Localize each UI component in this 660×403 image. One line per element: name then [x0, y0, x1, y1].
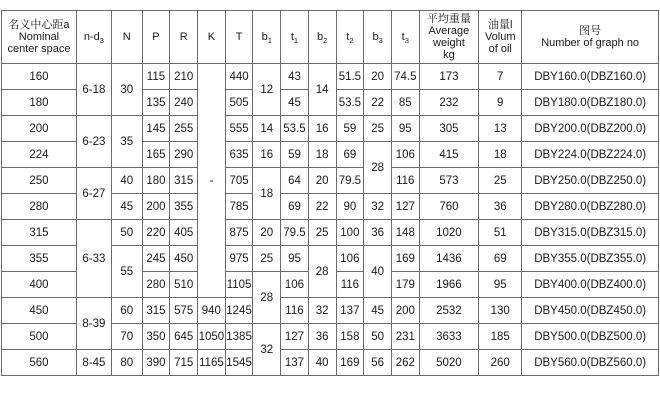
- cell-weight: 5020: [419, 350, 479, 376]
- cell-b3: 40: [364, 246, 392, 298]
- header-N: N: [111, 11, 142, 64]
- cell-T: 1105: [225, 272, 253, 298]
- cell-t1: 137: [281, 350, 309, 376]
- cell-t2: 51.5: [336, 64, 364, 90]
- cell-T: 1385: [225, 324, 253, 350]
- table-row: [2, 220, 659, 246]
- cell-n-d3: 6-33: [76, 220, 111, 298]
- cell-t1: 69: [281, 194, 309, 220]
- cell-b1: 16: [253, 142, 281, 168]
- cell-T: 785: [225, 194, 253, 220]
- cell-t1: 43: [281, 64, 309, 90]
- cell-t2: 79.5: [336, 168, 364, 194]
- cell-T: 440: [225, 64, 253, 90]
- cell-b3: 20: [364, 64, 392, 90]
- cell-t3: 262: [391, 350, 419, 376]
- cell-oil: 185: [479, 324, 522, 350]
- cell-t1: 95: [281, 246, 309, 272]
- cell-b2: 28: [308, 246, 336, 298]
- specification-table: [1, 10, 659, 376]
- cell-T: 705: [225, 168, 253, 194]
- cell-oil: 36: [479, 194, 522, 220]
- cell-R: 255: [170, 116, 198, 142]
- header-n-d3: $n-d_3$: [76, 11, 111, 64]
- cell-weight: 573: [419, 168, 479, 194]
- cell-t1: 45: [281, 90, 309, 116]
- cell-n-d3: 8-39: [76, 298, 111, 350]
- cell-R: 240: [170, 90, 198, 116]
- cell-b2: 22: [308, 194, 336, 220]
- cell-b3: 25: [364, 116, 392, 142]
- cell-oil: 260: [479, 350, 522, 376]
- cell-b2: 16: [308, 116, 336, 142]
- cell-graph-number: DBY560.0(DBZ560.0): [522, 350, 659, 376]
- cell-N: 55: [111, 246, 142, 298]
- cell-oil: 7: [479, 64, 522, 90]
- cell-t3: 95: [391, 116, 419, 142]
- cell-P: 220: [142, 220, 170, 246]
- cell-T: 875: [225, 220, 253, 246]
- cell-t2: 59: [336, 116, 364, 142]
- header-b1: $b_1$: [253, 11, 281, 64]
- cell-t2: 158: [336, 324, 364, 350]
- cell-t2: 90: [336, 194, 364, 220]
- cell-N: 40: [111, 168, 142, 194]
- cell-b2: 20: [308, 168, 336, 194]
- cell-K: 1165: [198, 350, 226, 376]
- cell-t1: 79.5: [281, 220, 309, 246]
- cell-weight: 2532: [419, 298, 479, 324]
- cell-b1: 28: [253, 272, 281, 324]
- cell-center-space: 224: [2, 142, 77, 168]
- cell-center-space: 500: [2, 324, 77, 350]
- cell-b2: 25: [308, 220, 336, 246]
- cell-P: 180: [142, 168, 170, 194]
- cell-oil: 18: [479, 142, 522, 168]
- cell-oil: 51: [479, 220, 522, 246]
- cell-T: 505: [225, 90, 253, 116]
- cell-N: 45: [111, 194, 142, 220]
- cell-P: 135: [142, 90, 170, 116]
- cell-graph-number: DBY315.0(DBZ315.0): [522, 220, 659, 246]
- header-b2: $b_2$: [308, 11, 336, 64]
- cell-N: 60: [111, 298, 142, 324]
- cell-b3: 22: [364, 90, 392, 116]
- cell-b2: 40: [308, 350, 336, 376]
- cell-center-space: 250: [2, 168, 77, 194]
- cell-center-space: 280: [2, 194, 77, 220]
- cell-b2: 14: [308, 64, 336, 116]
- cell-b1: 25: [253, 246, 281, 272]
- cell-t1: 59: [281, 142, 309, 168]
- cell-b1: 32: [253, 324, 281, 376]
- cell-b2: 18: [308, 142, 336, 168]
- cell-P: 115: [142, 64, 170, 90]
- cell-R: 290: [170, 142, 198, 168]
- cell-b1: 20: [253, 220, 281, 246]
- cell-center-space: 560: [2, 350, 77, 376]
- cell-t2: 100: [336, 220, 364, 246]
- cell-t3: 127: [391, 194, 419, 220]
- cell-N: 50: [111, 220, 142, 246]
- cell-b3: 28: [364, 142, 392, 194]
- cell-T: 555: [225, 116, 253, 142]
- cell-t1: 116: [281, 298, 309, 324]
- cell-K: 1050: [198, 324, 226, 350]
- cell-graph-number: DBY224.0(DBZ224.0): [522, 142, 659, 168]
- cell-graph-number: DBY280.0(DBZ280.0): [522, 194, 659, 220]
- cell-P: 200: [142, 194, 170, 220]
- cell-t2: 69: [336, 142, 364, 168]
- table-row: [2, 64, 659, 90]
- cell-b3: 50: [364, 324, 392, 350]
- cell-t1: 106: [281, 272, 309, 298]
- cell-b1: 12: [253, 64, 281, 116]
- header-oil-volume: 油量l Volum of oil: [479, 11, 522, 64]
- cell-weight: 1020: [419, 220, 479, 246]
- cell-center-space: 200: [2, 116, 77, 142]
- cell-T: 1545: [225, 350, 253, 376]
- cell-R: 450: [170, 246, 198, 272]
- cell-P: 165: [142, 142, 170, 168]
- cell-P: 145: [142, 116, 170, 142]
- cell-center-space: 180: [2, 90, 77, 116]
- cell-t3: 231: [391, 324, 419, 350]
- header-average-weight: 平均重量 Average weight kg: [419, 11, 479, 64]
- cell-K: 940: [198, 298, 226, 324]
- table-row: [2, 350, 659, 376]
- header-t1: $t_1$: [281, 11, 309, 64]
- cell-R: 315: [170, 168, 198, 194]
- cell-oil: 25: [479, 168, 522, 194]
- cell-b3: 32: [364, 194, 392, 220]
- cell-b3: 45: [364, 298, 392, 324]
- cell-n-d3: 6-27: [76, 168, 111, 220]
- cell-t2: 169: [336, 350, 364, 376]
- header-R: R: [170, 11, 198, 64]
- cell-t3: 74.5: [391, 64, 419, 90]
- cell-weight: 1966: [419, 272, 479, 298]
- cell-t2: 53.5: [336, 90, 364, 116]
- cell-t3: 169: [391, 246, 419, 272]
- cell-oil: 95: [479, 272, 522, 298]
- cell-R: 210: [170, 64, 198, 90]
- cell-center-space: 450: [2, 298, 77, 324]
- cell-b2: 36: [308, 324, 336, 350]
- cell-weight: 760: [419, 194, 479, 220]
- cell-n-d3: 8-45: [76, 350, 111, 376]
- table-row: [2, 298, 659, 324]
- cell-oil: 130: [479, 298, 522, 324]
- cell-weight: 3633: [419, 324, 479, 350]
- cell-P: 245: [142, 246, 170, 272]
- cell-graph-number: DBY250.0(DBZ250.0): [522, 168, 659, 194]
- cell-R: 645: [170, 324, 198, 350]
- cell-graph-number: DBY200.0(DBZ200.0): [522, 116, 659, 142]
- cell-t3: 148: [391, 220, 419, 246]
- cell-T: 635: [225, 142, 253, 168]
- cell-N: 30: [111, 64, 142, 116]
- cell-K: -: [198, 64, 226, 298]
- cell-P: 350: [142, 324, 170, 350]
- header-t3: $t_3$: [391, 11, 419, 64]
- cell-graph-number: DBY450.0(DBZ450.0): [522, 298, 659, 324]
- header-graph-number: 图号 Number of graph no: [522, 11, 659, 64]
- cell-center-space: 160: [2, 64, 77, 90]
- cell-oil: 9: [479, 90, 522, 116]
- cell-t1: 64: [281, 168, 309, 194]
- cell-graph-number: DBY400.0(DBZ400.0): [522, 272, 659, 298]
- cell-R: 715: [170, 350, 198, 376]
- cell-R: 575: [170, 298, 198, 324]
- cell-t3: 179: [391, 272, 419, 298]
- cell-weight: 173: [419, 64, 479, 90]
- cell-t1: 53.5: [281, 116, 309, 142]
- header-center-space: 名义中心距a Nominal center space: [2, 11, 77, 64]
- header-P: P: [142, 11, 170, 64]
- cell-R: 405: [170, 220, 198, 246]
- header-row: [2, 11, 659, 64]
- header-t2: $t_2$: [336, 11, 364, 64]
- cell-weight: 415: [419, 142, 479, 168]
- cell-t3: 85: [391, 90, 419, 116]
- cell-weight: 305: [419, 116, 479, 142]
- cell-N: 80: [111, 350, 142, 376]
- cell-t3: 106: [391, 142, 419, 168]
- cell-t2: 116: [336, 272, 364, 298]
- table-row: [2, 168, 659, 194]
- cell-t3: 200: [391, 298, 419, 324]
- cell-n-d3: 6-23: [76, 116, 111, 168]
- cell-center-space: 315: [2, 220, 77, 246]
- cell-t3: 116: [391, 168, 419, 194]
- cell-P: 315: [142, 298, 170, 324]
- cell-R: 510: [170, 272, 198, 298]
- header-K: K: [198, 11, 226, 64]
- header-T: T: [225, 11, 253, 64]
- cell-center-space: 355: [2, 246, 77, 272]
- cell-t1: 127: [281, 324, 309, 350]
- cell-oil: 69: [479, 246, 522, 272]
- cell-center-space: 400: [2, 272, 77, 298]
- cell-T: 975: [225, 246, 253, 272]
- cell-b3: 56: [364, 350, 392, 376]
- cell-b1: 14: [253, 116, 281, 142]
- cell-b3: 36: [364, 220, 392, 246]
- cell-graph-number: DBY500.0(DBZ500.0): [522, 324, 659, 350]
- cell-graph-number: DBY160.0(DBZ160.0): [522, 64, 659, 90]
- cell-P: 390: [142, 350, 170, 376]
- cell-b1: 18: [253, 168, 281, 220]
- table-row: [2, 116, 659, 142]
- cell-n-d3: 6-18: [76, 64, 111, 116]
- cell-weight: 232: [419, 90, 479, 116]
- cell-weight: 1436: [419, 246, 479, 272]
- cell-b2: 32: [308, 298, 336, 324]
- cell-N: 35: [111, 116, 142, 168]
- cell-T: 1245: [225, 298, 253, 324]
- cell-t2: 106: [336, 246, 364, 272]
- cell-oil: 13: [479, 116, 522, 142]
- cell-t2: 137: [336, 298, 364, 324]
- cell-P: 280: [142, 272, 170, 298]
- cell-N: 70: [111, 324, 142, 350]
- cell-graph-number: DBY180.0(DBZ180.0): [522, 90, 659, 116]
- cell-graph-number: DBY355.0(DBZ355.0): [522, 246, 659, 272]
- cell-R: 355: [170, 194, 198, 220]
- header-b3: $b_3$: [364, 11, 392, 64]
